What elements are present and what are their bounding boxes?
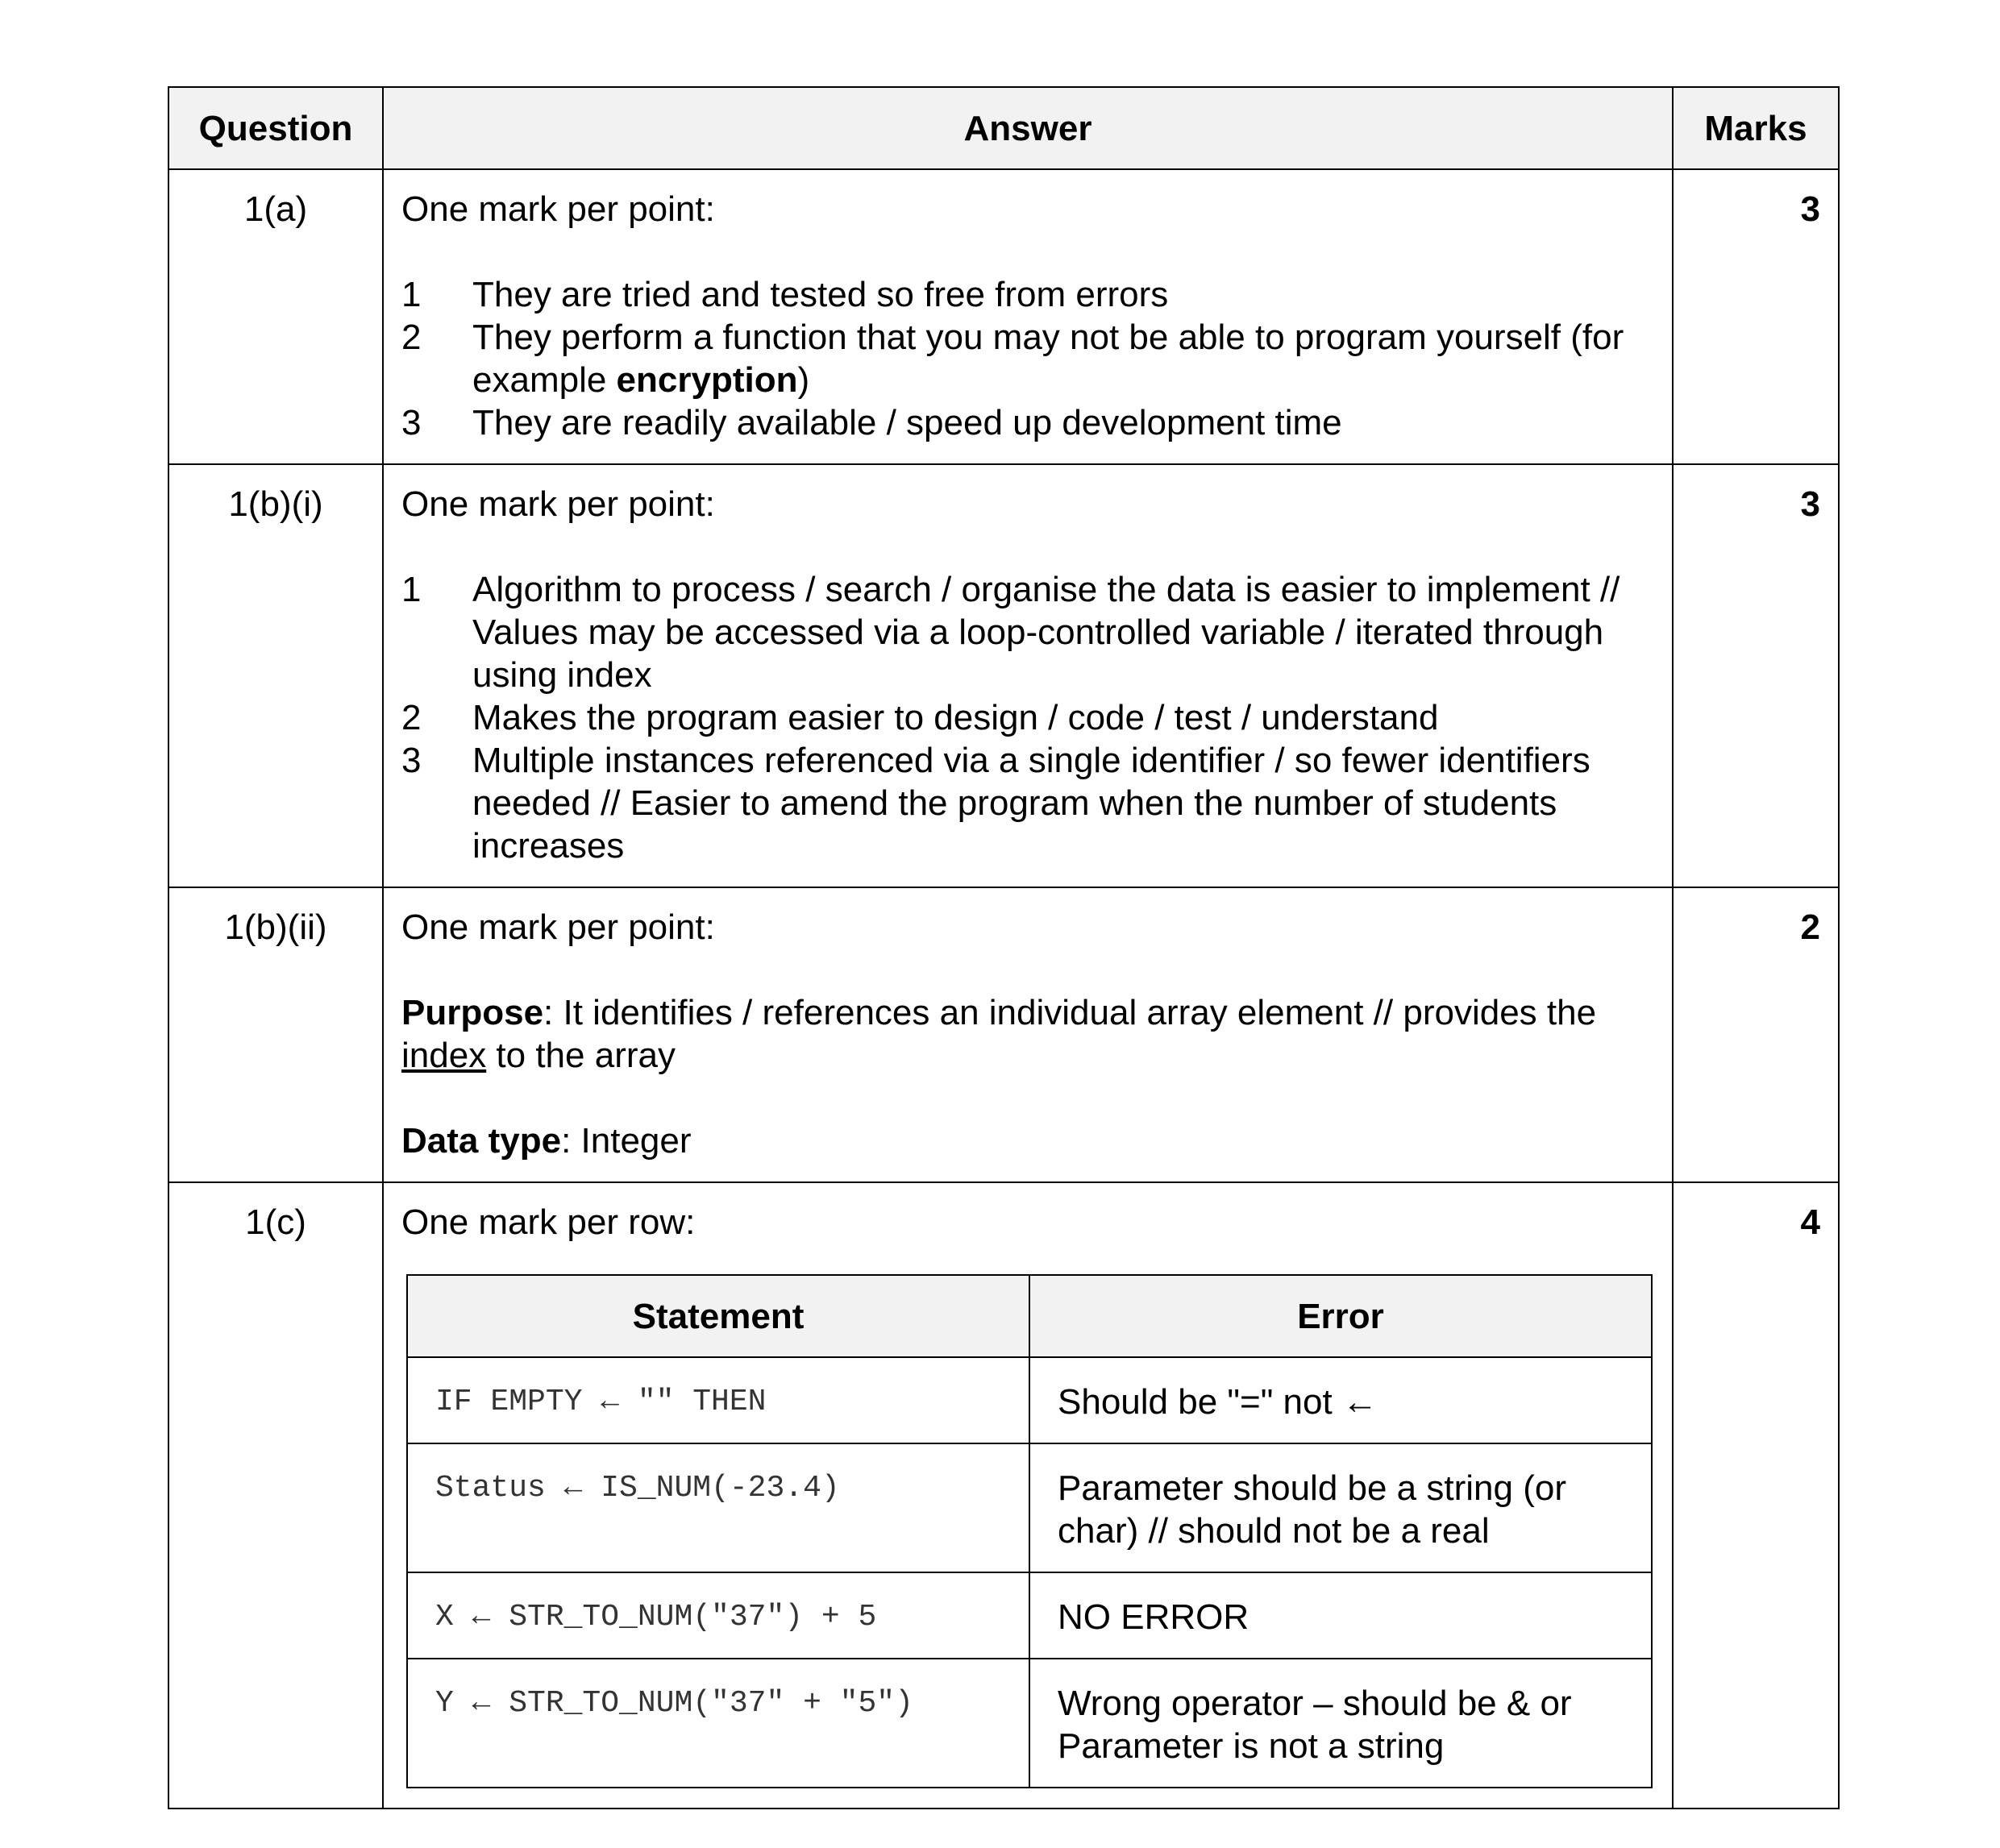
marks-value: 2 <box>1673 887 1839 1182</box>
data-type-text: : Integer <box>561 1121 692 1161</box>
point-text: Multiple instances referenced via a single identifier / so fewer identifiers needed // Easier to amend the program when the number of students increases <box>472 741 1590 866</box>
statement-error-table <box>406 1274 1653 1788</box>
point-text: They are readily available / speed up development time <box>472 403 1342 442</box>
data-type-paragraph <box>401 1119 1654 1162</box>
mark-scheme-table <box>168 86 1840 1809</box>
point-text: Algorithm to process / search / organise the data is easier to implement // Values may be accessed via a loop-controlled variable / iterated through using index <box>472 570 1620 695</box>
purpose-text-before: : It identifies / references an individual array element // provides the <box>543 993 1597 1032</box>
answer-points <box>401 568 1654 867</box>
table-row <box>407 1357 1652 1443</box>
table-row <box>407 1659 1652 1788</box>
point-number: 1 <box>401 570 422 609</box>
statement-cell: X ← STR_TO_NUM("37") + 5 <box>407 1572 1029 1659</box>
table-row <box>407 1443 1652 1572</box>
error-cell: Parameter should be a string (or char) // should not be a real <box>1029 1443 1652 1572</box>
point-number: 2 <box>401 698 422 737</box>
error-cell: NO ERROR <box>1029 1572 1652 1659</box>
header-marks: Marks <box>1673 87 1839 169</box>
data-type-label: Data type <box>401 1121 562 1161</box>
question-number: 1(b)(ii) <box>168 887 383 1182</box>
point-number: 3 <box>401 741 422 780</box>
point-text-bold: encryption <box>616 360 798 400</box>
answer-point <box>401 273 1654 316</box>
error-cell: Should be "=" not ← <box>1029 1357 1652 1443</box>
table-row <box>407 1572 1652 1659</box>
answer-cell <box>383 1182 1673 1809</box>
table-row-1bi <box>168 464 1839 887</box>
question-number: 1(a) <box>168 169 383 464</box>
answer-intro: One mark per point: <box>401 907 715 947</box>
header-question: Question <box>168 87 383 169</box>
statement-cell: IF EMPTY ← "" THEN <box>407 1357 1029 1443</box>
header-error: Error <box>1029 1275 1652 1357</box>
purpose-label: Purpose <box>401 993 544 1032</box>
marks-value: 4 <box>1673 1182 1839 1809</box>
marks-value: 3 <box>1673 464 1839 887</box>
purpose-underlined: index <box>401 1036 487 1075</box>
point-text <box>472 316 1654 401</box>
header-answer: Answer <box>383 87 1673 169</box>
point-text: Makes the program easier to design / code / test / understand <box>472 698 1439 737</box>
point-number: 3 <box>401 403 422 442</box>
point-number: 2 <box>401 318 422 357</box>
point-number: 1 <box>401 275 422 314</box>
purpose-text-after: to the array <box>486 1036 676 1075</box>
point-text: They are tried and tested so free from errors <box>472 275 1169 314</box>
question-number: 1(c) <box>168 1182 383 1809</box>
answer-intro: One mark per row: <box>401 1202 696 1242</box>
statement-cell: Y ← STR_TO_NUM("37" + "5") <box>407 1659 1029 1788</box>
answer-point <box>401 696 1654 739</box>
answer-point <box>401 568 1654 696</box>
point-text-after: ) <box>797 360 810 400</box>
point-text-before: They perform a function that you may not be able to program yourself (for example <box>472 318 1624 400</box>
answer-intro: One mark per point: <box>401 484 715 524</box>
table-row-1bii <box>168 887 1839 1182</box>
answer-cell <box>383 464 1673 887</box>
error-cell: Wrong operator – should be & or Parameter is not a string <box>1029 1659 1652 1788</box>
table-row-1a <box>168 169 1839 464</box>
answer-point <box>401 401 1654 444</box>
answer-cell <box>383 169 1673 464</box>
header-statement: Statement <box>407 1275 1029 1357</box>
answer-point <box>401 739 1654 867</box>
answer-cell <box>383 887 1673 1182</box>
purpose-paragraph <box>401 991 1654 1077</box>
answer-intro: One mark per point: <box>401 189 715 229</box>
answer-points <box>401 273 1654 444</box>
table-row-1c <box>168 1182 1839 1809</box>
header-row <box>168 87 1839 169</box>
answer-point <box>401 316 1654 401</box>
statement-cell: Status ← IS_NUM(-23.4) <box>407 1443 1029 1572</box>
inner-header-row <box>407 1275 1652 1357</box>
question-number: 1(b)(i) <box>168 464 383 887</box>
marks-value: 3 <box>1673 169 1839 464</box>
